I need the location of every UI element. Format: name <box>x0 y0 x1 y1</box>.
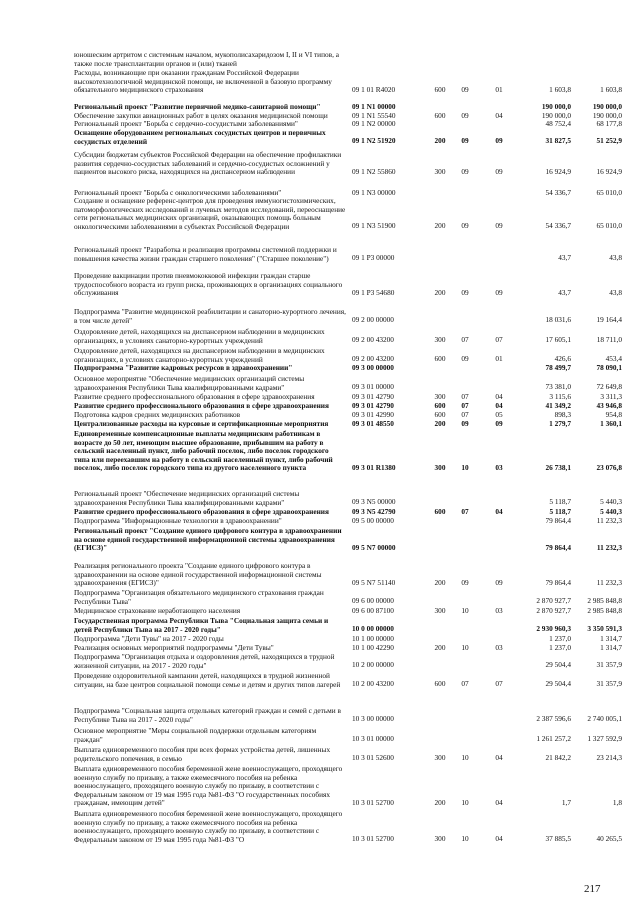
row-expense-type: 200 <box>434 221 446 231</box>
row-amount-year1: 17 605,1 <box>545 335 571 345</box>
row-amount-year1: 5 118,7 <box>549 497 571 507</box>
row-target-code: 09 6 00 87100 <box>352 606 394 616</box>
row-description: Основное мероприятие "Меры социальной поддержки отдельным категориям граждан" <box>74 726 317 744</box>
row-amount-year2: 43,8 <box>609 253 622 263</box>
row-description: Основное мероприятие "Обеспечение медицинских организаций системы здравоохранения Республики Тыва квалифицированными кадрами" <box>74 374 305 392</box>
row-target-code: 10 2 00 00000 <box>352 660 394 670</box>
row-expense-type: 300 <box>434 606 446 616</box>
row-subsection: 03 <box>495 606 503 616</box>
row-amount-year2: 1 314,7 <box>600 634 622 644</box>
row-amount-year2: 1 327 592,9 <box>587 734 622 744</box>
row-target-code: 09 2 00 00000 <box>352 315 394 325</box>
row-amount-year1: 2 870 927,7 <box>536 596 571 606</box>
row-section: 09 <box>461 85 469 95</box>
row-section: 09 <box>461 111 469 121</box>
row-target-code: 09 1 01 R4020 <box>352 85 396 95</box>
row-expense-type: 200 <box>434 798 446 808</box>
row-amount-year2: 68 177,8 <box>596 119 622 129</box>
row-description: Создание и оснащение референс-центров для проведения иммуногистохимических, патоморфологических исследований и лучевых методов исследований, переоснащение сети региональных медицинских организаций, оказывающих помощь больным онкологическими заболеваниями в субъектах Российской Федерации <box>74 196 346 231</box>
row-amount-year2: 1 603,8 <box>600 85 622 95</box>
row-description: Подпрограмма "Организация обязательного медицинского страхования граждан Республики Тыва" <box>74 588 324 606</box>
row-expense-type: 300 <box>434 335 446 345</box>
row-target-code: 09 1 P3 00000 <box>352 253 395 263</box>
row-section: 07 <box>461 507 469 517</box>
row-amount-year2: 190 000,0 <box>592 102 622 112</box>
row-description: Выплата единовременного пособия при всех формах устройства детей, лишенных родительского попечения, в семью <box>74 745 331 763</box>
row-amount-year1: 41 349,2 <box>545 401 571 411</box>
row-amount-year1: 48 752,4 <box>545 119 571 129</box>
row-amount-year2: 11 232,3 <box>596 578 622 588</box>
row-amount-year2: 23 076,8 <box>596 463 622 473</box>
row-amount-year2: 5 440,3 <box>600 497 622 507</box>
row-amount-year2: 11 232,3 <box>596 543 622 553</box>
row-description: Расходы, возникающие при оказании гражданам Российской Федерации высокотехнологичной медицинской помощи, не включенной в базовую программу обязательного медицинского страхования <box>74 68 332 95</box>
row-subsection: 04 <box>495 798 503 808</box>
row-amount-year2: 31 357,9 <box>596 660 622 670</box>
row-description: Подпрограмма "Дети Тувы" на 2017 - 2020 годы <box>74 634 224 643</box>
row-amount-year2: 11 232,3 <box>596 516 622 526</box>
row-amount-year2: 1 360,1 <box>600 419 622 429</box>
row-subsection: 04 <box>495 507 503 517</box>
row-target-code: 09 3 01 42990 <box>352 410 394 420</box>
row-target-code: 09 1 P3 54680 <box>352 288 395 298</box>
row-subsection: 09 <box>495 167 503 177</box>
row-expense-type: 300 <box>434 753 446 763</box>
row-description: Государственная программа Республики Тыва "Социальная защита семьи и детей Республики Тыва на 2017 - 2020 годы" <box>74 616 329 634</box>
row-section: 09 <box>461 136 469 146</box>
row-amount-year2: 3 350 591,3 <box>587 624 622 634</box>
row-amount-year1: 1 237,0 <box>549 634 571 644</box>
row-section: 10 <box>461 463 469 473</box>
row-amount-year2: 190 000,0 <box>592 111 622 121</box>
row-subsection: 04 <box>495 753 503 763</box>
row-subsection: 04 <box>495 111 503 121</box>
row-description: Медицинское страхование неработающего населения <box>74 606 241 615</box>
row-expense-type: 200 <box>434 643 446 653</box>
row-expense-type: 200 <box>434 288 446 298</box>
row-amount-year2: 43 946,8 <box>596 401 622 411</box>
row-amount-year2: 18 711,0 <box>596 335 622 345</box>
row-description: Подпрограмма "Развитие медицинской реабилитации и санаторно-курортного лечения, в том числе детей" <box>74 307 346 325</box>
row-amount-year2: 43,8 <box>609 288 622 298</box>
row-target-code: 10 1 00 42290 <box>352 643 394 653</box>
row-expense-type: 300 <box>434 167 446 177</box>
row-subsection: 01 <box>495 354 503 364</box>
row-amount-year1: 31 827,5 <box>545 136 571 146</box>
row-description: Региональный проект "Борьба с онкологическими заболеваниями" <box>74 188 282 197</box>
row-amount-year1: 54 336,7 <box>545 188 571 198</box>
row-subsection: 01 <box>495 85 503 95</box>
row-target-code: 10 3 01 52600 <box>352 753 394 763</box>
row-amount-year1: 79 864,4 <box>545 578 571 588</box>
row-amount-year2: 65 010,0 <box>596 221 622 231</box>
row-description: Проведение оздоровительной кампании детей, находящихся в трудной жизненной ситуации, на базе центров социальной помощи семье и детям и других типов лагерей <box>74 671 341 689</box>
row-description: Развитие среднего профессионального образования в сфере здравоохранения <box>74 392 315 401</box>
row-target-code: 09 1 N2 00000 <box>352 119 396 129</box>
row-description: юношеским артритом с системным началом, мукополисахаридозом I, II и VI типов, а также после трансплантации органов и (или) тканей <box>74 50 339 68</box>
row-target-code: 10 3 00 00000 <box>352 714 394 724</box>
row-amount-year2: 31 357,9 <box>596 679 622 689</box>
row-section: 10 <box>461 753 469 763</box>
row-target-code: 09 1 N3 51900 <box>352 221 396 231</box>
row-target-code: 09 3 N5 00000 <box>352 497 396 507</box>
row-expense-type: 600 <box>434 410 446 420</box>
row-description: Субсидии бюджетам субъектов Российской Федерации на обеспечение профилактики развития сердечно-сосудистых заболеваний и сердечно-сосудистых осложнений у пациентов высокого риска, находящихся на диспансерном наблюдении <box>74 150 342 177</box>
row-amount-year2: 453,4 <box>605 354 622 364</box>
row-section: 09 <box>461 167 469 177</box>
row-amount-year1: 43,7 <box>558 288 571 298</box>
row-subsection: 09 <box>495 578 503 588</box>
row-amount-year1: 1,7 <box>561 798 571 808</box>
row-expense-type: 200 <box>434 136 446 146</box>
row-expense-type: 600 <box>434 679 446 689</box>
row-description: Подпрограмма "Социальная защита отдельных категорий граждан и семей с детьми в Республике Тыва на 2017 - 2020 годы" <box>74 706 341 724</box>
row-section: 07 <box>461 392 469 402</box>
row-amount-year1: 190 000,0 <box>541 102 571 112</box>
row-description: Выплата единовременного пособия беременной жене военнослужащего, проходящего военную службу по призыву, а также ежемесячного пособия на ребенка военнослужащего, проходящего военную службу по призыву, в соответствии с Федеральным законом от 19 мая 1995 года №81-ФЗ "О государственных пособиях гражданам, имеющим детей" <box>74 764 343 808</box>
row-amount-year1: 29 504,4 <box>545 679 571 689</box>
row-section: 09 <box>461 578 469 588</box>
row-description: Подпрограмма "Информационные технологии в здравоохранении" <box>74 516 282 525</box>
row-amount-year1: 54 336,7 <box>545 221 571 231</box>
row-target-code: 10 3 01 52700 <box>352 834 394 844</box>
row-description: Подпрограмма "Организация отдыха и оздоровления детей, находящихся в трудной жизненной ситуации, на 2017 - 2020 годы" <box>74 652 335 670</box>
row-expense-type: 300 <box>434 834 446 844</box>
row-subsection: 03 <box>495 463 503 473</box>
row-amount-year2: 2 985 848,8 <box>587 606 622 616</box>
row-amount-year1: 2 870 927,7 <box>536 606 571 616</box>
row-amount-year2: 23 214,3 <box>596 753 622 763</box>
row-section: 09 <box>461 221 469 231</box>
row-description: Региональный проект "Борьба с сердечно-сосудистыми заболеваниями" <box>74 119 298 128</box>
row-section: 10 <box>461 834 469 844</box>
row-amount-year1: 79 864,4 <box>545 516 571 526</box>
row-amount-year1: 1 603,8 <box>549 85 571 95</box>
row-amount-year1: 1 261 257,2 <box>536 734 571 744</box>
row-target-code: 09 5 00 00000 <box>352 516 394 526</box>
row-amount-year2: 954,8 <box>605 410 622 420</box>
row-amount-year2: 65 010,0 <box>596 188 622 198</box>
row-amount-year1: 426,6 <box>554 354 571 364</box>
row-amount-year1: 1 237,0 <box>549 643 571 653</box>
row-expense-type: 600 <box>434 354 446 364</box>
row-description: Централизованные расходы на курсовые и сертификационные мероприятия <box>74 419 329 428</box>
row-subsection: 04 <box>495 834 503 844</box>
row-target-code: 09 2 00 43200 <box>352 354 394 364</box>
row-amount-year2: 51 252,9 <box>596 136 622 146</box>
row-description: Оздоровление детей, находящихся на диспансерном наблюдении в медицинских организациях, в условиях санаторно-курортных учреждений <box>74 346 325 364</box>
row-amount-year1: 898,3 <box>554 410 571 420</box>
row-section: 10 <box>461 606 469 616</box>
row-description: Реализация регионального проекта "Создание единого цифрового контура в здравоохранении на основе единой государственной информационной системы здравоохранения (ЕГИСЗ)" <box>74 561 322 588</box>
row-description: Оснащение оборудованием региональных сосудистых центров и первичных сосудистых отделений <box>74 128 326 146</box>
row-expense-type: 300 <box>434 463 446 473</box>
row-amount-year1: 16 924,9 <box>545 167 571 177</box>
row-subsection: 03 <box>495 643 503 653</box>
row-description: Региональный проект "Развитие первичной медико-санитарной помощи" <box>74 102 321 111</box>
row-subsection: 05 <box>495 410 503 420</box>
row-subsection: 04 <box>495 392 503 402</box>
row-target-code: 09 3 N5 42790 <box>352 507 396 517</box>
row-target-code: 09 1 N2 51920 <box>352 136 396 146</box>
row-section: 10 <box>461 798 469 808</box>
row-description: Региональный проект "Разработка и реализация программы системной поддержки и повышения качества жизни граждан старшего поколения" ("Старшее поколение") <box>74 245 337 263</box>
row-description: Обеспечение закупки авиационных работ в целях оказания медицинской помощи <box>74 111 328 120</box>
row-amount-year2: 78 090,1 <box>596 363 622 373</box>
row-amount-year2: 5 440,3 <box>600 507 622 517</box>
row-amount-year2: 16 924,9 <box>596 167 622 177</box>
row-description: Реализация основных мероприятий подпрограммы "Дети Тувы" <box>74 643 274 652</box>
row-section: 07 <box>461 335 469 345</box>
row-amount-year2: 1,8 <box>612 798 622 808</box>
row-target-code: 09 3 00 00000 <box>352 363 394 373</box>
row-expense-type: 300 <box>434 392 446 402</box>
row-amount-year1: 5 118,7 <box>549 507 571 517</box>
row-expense-type: 600 <box>434 507 446 517</box>
row-target-code: 10 3 01 52700 <box>352 798 394 808</box>
row-amount-year1: 43,7 <box>558 253 571 263</box>
row-target-code: 09 3 01 00000 <box>352 382 394 392</box>
row-amount-year1: 73 381,0 <box>545 382 571 392</box>
row-subsection: 07 <box>495 335 503 345</box>
row-target-code: 09 5 N7 00000 <box>352 543 396 553</box>
row-subsection: 07 <box>495 679 503 689</box>
row-description: Единовременные компенсационные выплаты медицинским работникам в возрасте до 50 лет, имеющим высшее образование, прибывшим на работу в сельский населенный пункт, либо рабочий поселок, либо поселок городского типа или переехавшим на работу в сельский населенный пункт, либо рабочий поселок, либо поселок городского типа из другого населенного пункта <box>74 429 333 473</box>
row-amount-year1: 190 000,0 <box>541 111 571 121</box>
row-amount-year1: 2 930 960,3 <box>536 624 571 634</box>
row-target-code: 09 2 00 43200 <box>352 335 394 345</box>
row-section: 07 <box>461 410 469 420</box>
row-target-code: 09 1 N3 00000 <box>352 188 396 198</box>
row-subsection: 09 <box>495 419 503 429</box>
row-amount-year2: 72 649,8 <box>596 382 622 392</box>
row-amount-year2: 19 164,4 <box>596 315 622 325</box>
row-amount-year2: 3 311,3 <box>600 392 622 402</box>
row-description: Развитие среднего профессионального образования в сфере здравоохранения <box>74 401 329 410</box>
row-amount-year2: 2 985 848,8 <box>587 596 622 606</box>
row-description: Выплата единовременного пособия беременной жене военнослужащего, проходящего военную службу по призыву, а также ежемесячного пособия на ребенка военнослужащего, проходящего военную службу по призыву, в соответствии с Федеральным законом от 19 мая 1995 года №81-ФЗ "О <box>74 809 343 844</box>
row-amount-year1: 29 504,4 <box>545 660 571 670</box>
row-expense-type: 600 <box>434 85 446 95</box>
row-section: 07 <box>461 401 469 411</box>
row-expense-type: 200 <box>434 419 446 429</box>
row-target-code: 09 3 01 42790 <box>352 401 394 411</box>
row-target-code: 09 3 01 42790 <box>352 392 394 402</box>
row-amount-year1: 26 738,1 <box>545 463 571 473</box>
row-target-code: 09 1 N1 00000 <box>352 102 396 112</box>
row-target-code: 09 1 N1 55540 <box>352 111 396 121</box>
row-description: Региональный проект "Обеспечение медицинских организаций системы здравоохранения Республики Тыва квалифицированными кадрами" <box>74 489 300 507</box>
row-amount-year1: 21 842,2 <box>545 753 571 763</box>
row-description: Оздоровление детей, находящихся на диспансерном наблюдении в медицинских организациях, в условиях санаторно-курортных учреждений <box>74 327 325 345</box>
row-section: 09 <box>461 288 469 298</box>
row-subsection: 09 <box>495 221 503 231</box>
row-subsection: 04 <box>495 401 503 411</box>
row-subsection: 09 <box>495 288 503 298</box>
row-section: 09 <box>461 354 469 364</box>
page-number: 217 <box>584 883 601 895</box>
row-section: 09 <box>461 419 469 429</box>
row-amount-year1: 2 387 596,6 <box>536 714 571 724</box>
row-amount-year1: 3 115,6 <box>549 392 571 402</box>
row-section: 07 <box>461 679 469 689</box>
row-description: Развитие среднего профессионального образования в сфере здравоохранения <box>74 507 329 516</box>
row-description: Региональный проект "Создание единого цифрового контура в здравоохранении на основе единой государственной информационной системы здравоохранения (ЕГИСЗ)" <box>74 526 342 553</box>
row-description: Подпрограмма "Развитие кадровых ресурсов в здравоохранении" <box>74 363 293 372</box>
row-target-code: 09 3 01 R1380 <box>352 463 396 473</box>
row-target-code: 10 0 00 00000 <box>352 624 394 634</box>
row-description: Подготовка кадров средних медицинских работников <box>74 410 241 419</box>
row-amount-year2: 1 314,7 <box>600 643 622 653</box>
row-section: 10 <box>461 643 469 653</box>
row-target-code: 09 6 00 00000 <box>352 596 394 606</box>
row-expense-type: 600 <box>434 401 446 411</box>
row-subsection: 09 <box>495 136 503 146</box>
row-amount-year1: 78 499,7 <box>545 363 571 373</box>
row-expense-type: 200 <box>434 578 446 588</box>
row-amount-year1: 18 031,6 <box>545 315 571 325</box>
row-target-code: 10 1 00 00000 <box>352 634 394 644</box>
row-target-code: 10 3 01 00000 <box>352 734 394 744</box>
row-target-code: 09 1 N2 55860 <box>352 167 396 177</box>
row-description: Проведение вакцинации против пневмококковой инфекции граждан старше трудоспособного возраста из групп риска, проживающих в организациях социального обслуживания <box>74 271 343 298</box>
row-amount-year1: 1 279,7 <box>549 419 571 429</box>
row-amount-year2: 2 740 005,1 <box>587 714 622 724</box>
row-expense-type: 600 <box>434 111 446 121</box>
row-target-code: 10 2 00 43200 <box>352 679 394 689</box>
row-amount-year1: 79 864,4 <box>545 543 571 553</box>
row-target-code: 09 3 01 48550 <box>352 419 394 429</box>
row-target-code: 09 5 N7 51140 <box>352 578 396 588</box>
row-amount-year2: 40 265,5 <box>596 834 622 844</box>
row-amount-year1: 37 885,5 <box>545 834 571 844</box>
